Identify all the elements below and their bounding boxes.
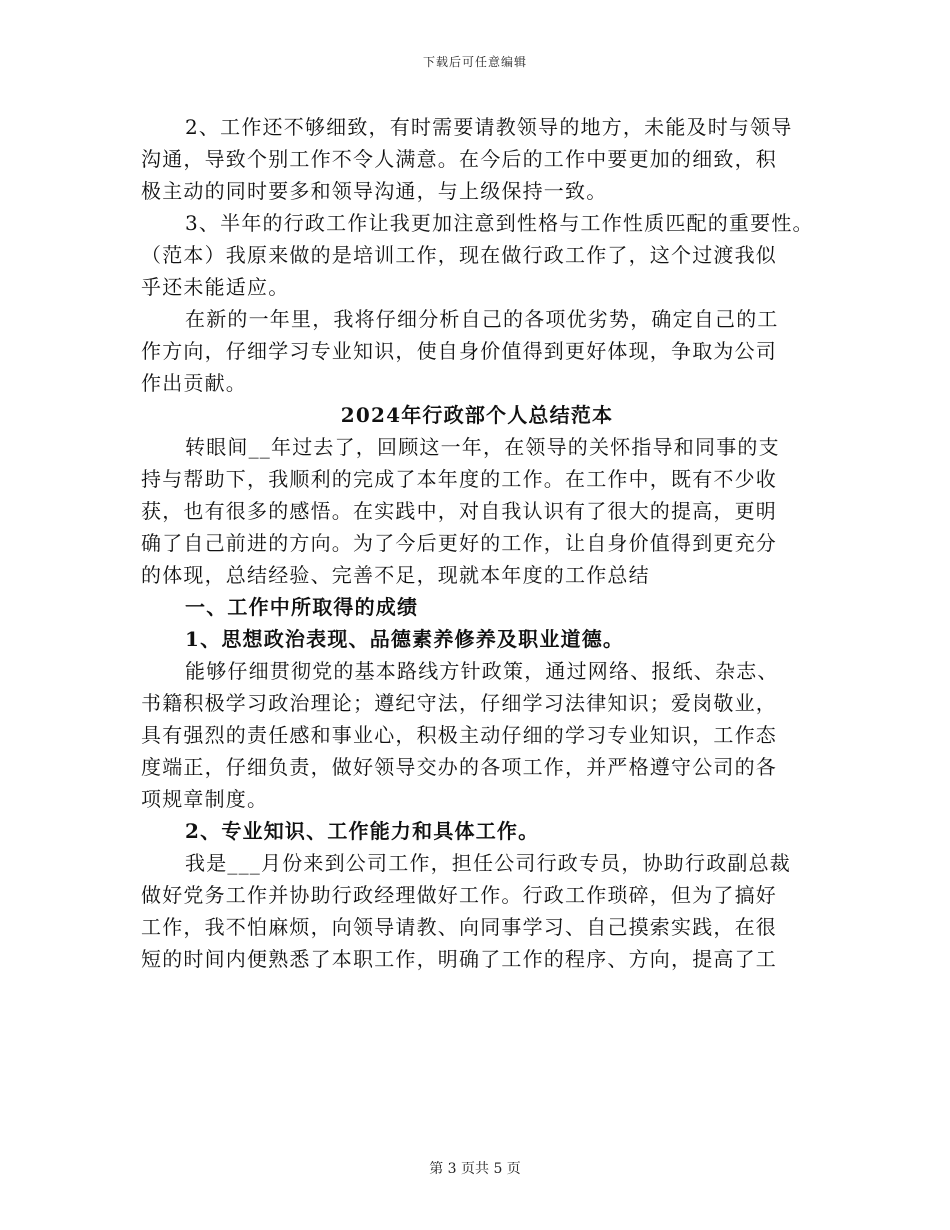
body-line: 能够仔细贯彻党的基本路线方针政策，通过网络、报纸、杂志、 <box>185 659 779 683</box>
body-line: 确了自己前进的方向。为了今后更好的工作，让自身价值得到更充分 <box>141 531 777 555</box>
body-line: 短的时间内便熟悉了本职工作，明确了工作的程序、方向，提高了工 <box>141 947 777 971</box>
body-line: 我是___月份来到公司工作，担任公司行政专员，协助行政副总裁 <box>185 851 791 875</box>
body-line: 作方向，仔细学习专业知识，使自身价值得到更好体现，争取为公司 <box>141 339 777 363</box>
body-line: 持与帮助下，我顺利的完成了本年度的工作。在工作中，既有不少收 <box>141 467 777 491</box>
body-line: （范本）我原来做的是培训工作，现在做行政工作了，这个过渡我似 <box>141 243 777 267</box>
heading-ethics: 1、思想政治表现、品德素养修养及职业道德。 <box>185 627 625 651</box>
body-line: 度端正，仔细负责，做好领导交办的各项工作，并严格遵守公司的各 <box>141 755 777 779</box>
body-line: 沟通，导致个别工作不令人满意。在今后的工作中要更加的细致，积 <box>141 147 777 171</box>
body-line: 工作，我不怕麻烦，向领导请教、向同事学习、自己摸索实践，在很 <box>141 915 777 939</box>
body-line: 项规章制度。 <box>141 787 269 811</box>
body-line: 2、工作还不够细致，有时需要请教领导的地方，未能及时与领导 <box>185 115 793 139</box>
page-footer: 第 3 页共 5 页 <box>429 1161 521 1177</box>
body-line: 书籍积极学习政治理论；遵纪守法，仔细学习法律知识；爱岗敬业， <box>141 691 777 715</box>
body-line: 做好党务工作并协助行政经理做好工作。行政工作琐碎，但为了搞好 <box>141 883 777 907</box>
body-line: 转眼间__年过去了，回顾这一年，在领导的关怀指导和同事的支 <box>185 435 780 459</box>
body-line: 获，也有很多的感悟。在实践中，对自我认识有了很大的提高，更明 <box>141 499 777 523</box>
body-line: 极主动的同时要多和领导沟通，与上级保持一致。 <box>141 179 608 203</box>
page-header: 下载后可任意编辑 <box>422 55 527 69</box>
heading-skills: 2、专业知识、工作能力和具体工作。 <box>185 819 540 843</box>
body-line: 作出贡献。 <box>141 371 247 395</box>
document-body <box>141 111 813 975</box>
body-line: 具有强烈的责任感和事业心，积极主动仔细的学习专业知识，工作态 <box>141 723 777 747</box>
body-line: 乎还未能适应。 <box>141 275 290 299</box>
section-title: 2024年行政部个人总结范本 <box>340 403 614 427</box>
body-line: 3、半年的行政工作让我更加注意到性格与工作性质匹配的重要性。 <box>185 211 814 235</box>
body-line: 的体现，总结经验、完善不足，现就本年度的工作总结 <box>141 563 650 587</box>
body-line: 在新的一年里，我将仔细分析自己的各项优劣势，确定自己的工 <box>185 307 779 331</box>
heading-achievements: 一、工作中所取得的成绩 <box>185 595 419 619</box>
